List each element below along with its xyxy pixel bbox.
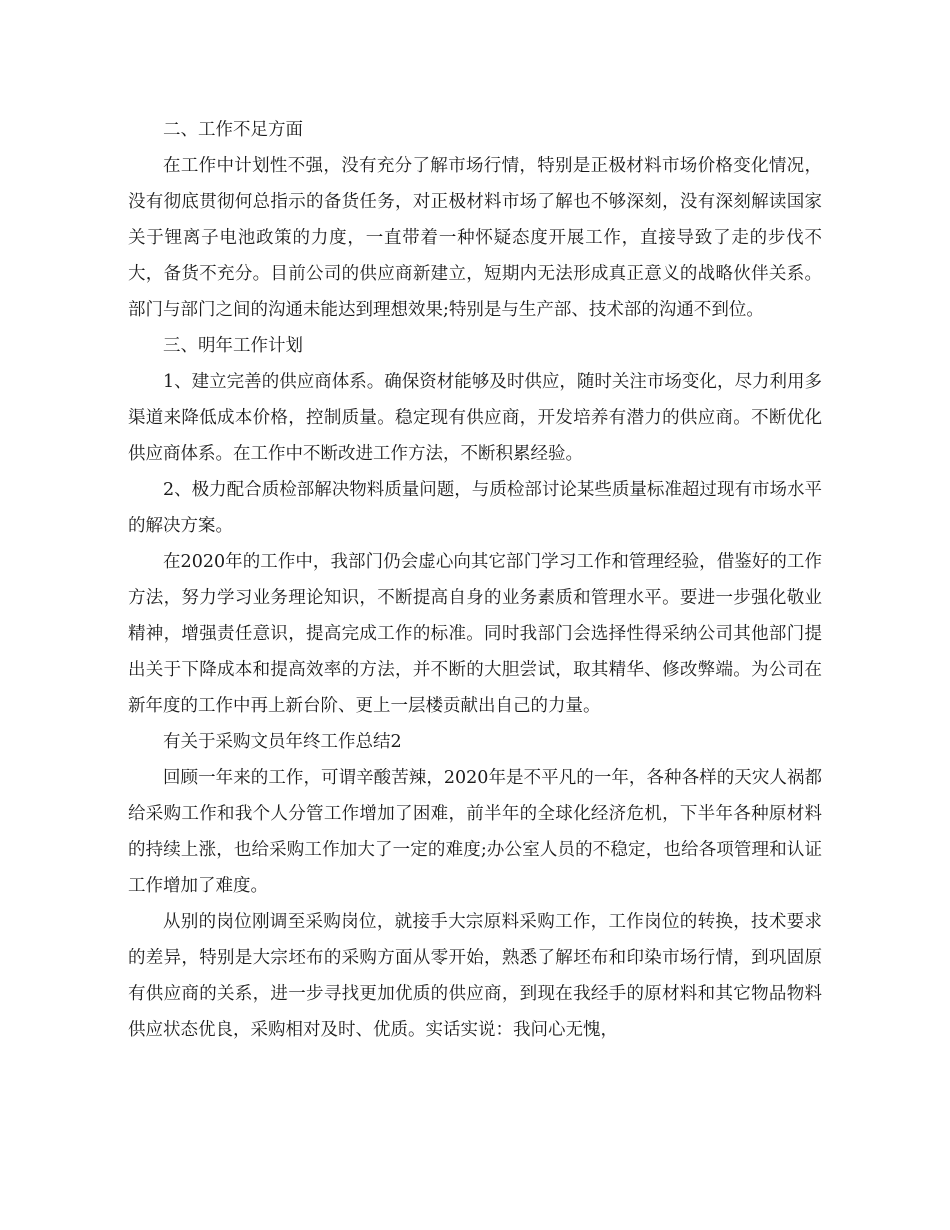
paragraph-2020-work: 在2020年的工作中，我部门仍会虚心向其它部门学习工作和管理经验，借鉴好的工作方法，努力学习业务理论知识，不断提高自身的业务素质和管理水平。要进一步强化敬业精神，增强责任意识，提高完成工作的标准。同时我部门会选择性得采纳公司其他部门提出关于下降成本和提高效率的方法，并不断的大胆尝试，取其精华、修改弊端。为公司在新年度的工作中再上新台阶、更上一层楼贡献出自己的力量。 [128, 552, 822, 716]
paragraph-plan-item-1: 1、建立完善的供应商体系。确保资材能够及时供应，随时关注市场变化，尽力利用多渠道来降低成本价格，控制质量。稳定现有供应商，开发培养有潜力的供应商。不断优化供应商体系。在工作中不断改进工作方法，不断积累经验。 [128, 372, 822, 464]
article-title-summary-2: 有关于采购文员年终工作总结2 [163, 732, 402, 752]
section-heading-next-year-plan: 三、明年工作计划 [163, 336, 303, 356]
section-heading-shortcomings: 二、工作不足方面 [163, 120, 303, 140]
paragraph-position-transfer: 从别的岗位刚调至采购岗位，就接手大宗原料采购工作，工作岗位的转换，技术要求的差异，特别是大宗坯布的采购方面从零开始，熟悉了解坯布和印染市场行情，到巩固原有供应商的关系，进一步寻找更加优质的供应商，到现在我经手的原材料和其它物品物料供应状态优良，采购相对及时、优质。实话实说：我问心无愧， [128, 912, 822, 1040]
paragraph-shortcomings: 在工作中计划性不强，没有充分了解市场行情，特别是正极材料市场价格变化情况，没有彻底贯彻何总指示的备货任务，对正极材料市场了解也不够深刻，没有深刻解读国家关于锂离子电池政策的力度，一直带着一种怀疑态度开展工作，直接导致了走的步伐不大，备货不充分。目前公司的供应商新建立，短期内无法形成真正意义的战略伙伴关系。部门与部门之间的沟通未能达到理想效果;特别是与生产部、技术部的沟通不到位。 [128, 156, 822, 320]
paragraph-plan-item-2: 2、极力配合质检部解决物料质量问题，与质检部讨论某些质量标准超过现有市场水平的解决方案。 [128, 480, 822, 536]
document-body [128, 112, 822, 1048]
paragraph-review: 回顾一年来的工作，可谓辛酸苦辣，2020年是不平凡的一年，各种各样的天灾人祸都给采购工作和我个人分管工作增加了困难，前半年的全球化经济危机，下半年各种原材料的持续上涨，也给采购工作加大了一定的难度;办公室人员的不稳定，也给各项管理和认证工作增加了难度。 [128, 768, 822, 896]
